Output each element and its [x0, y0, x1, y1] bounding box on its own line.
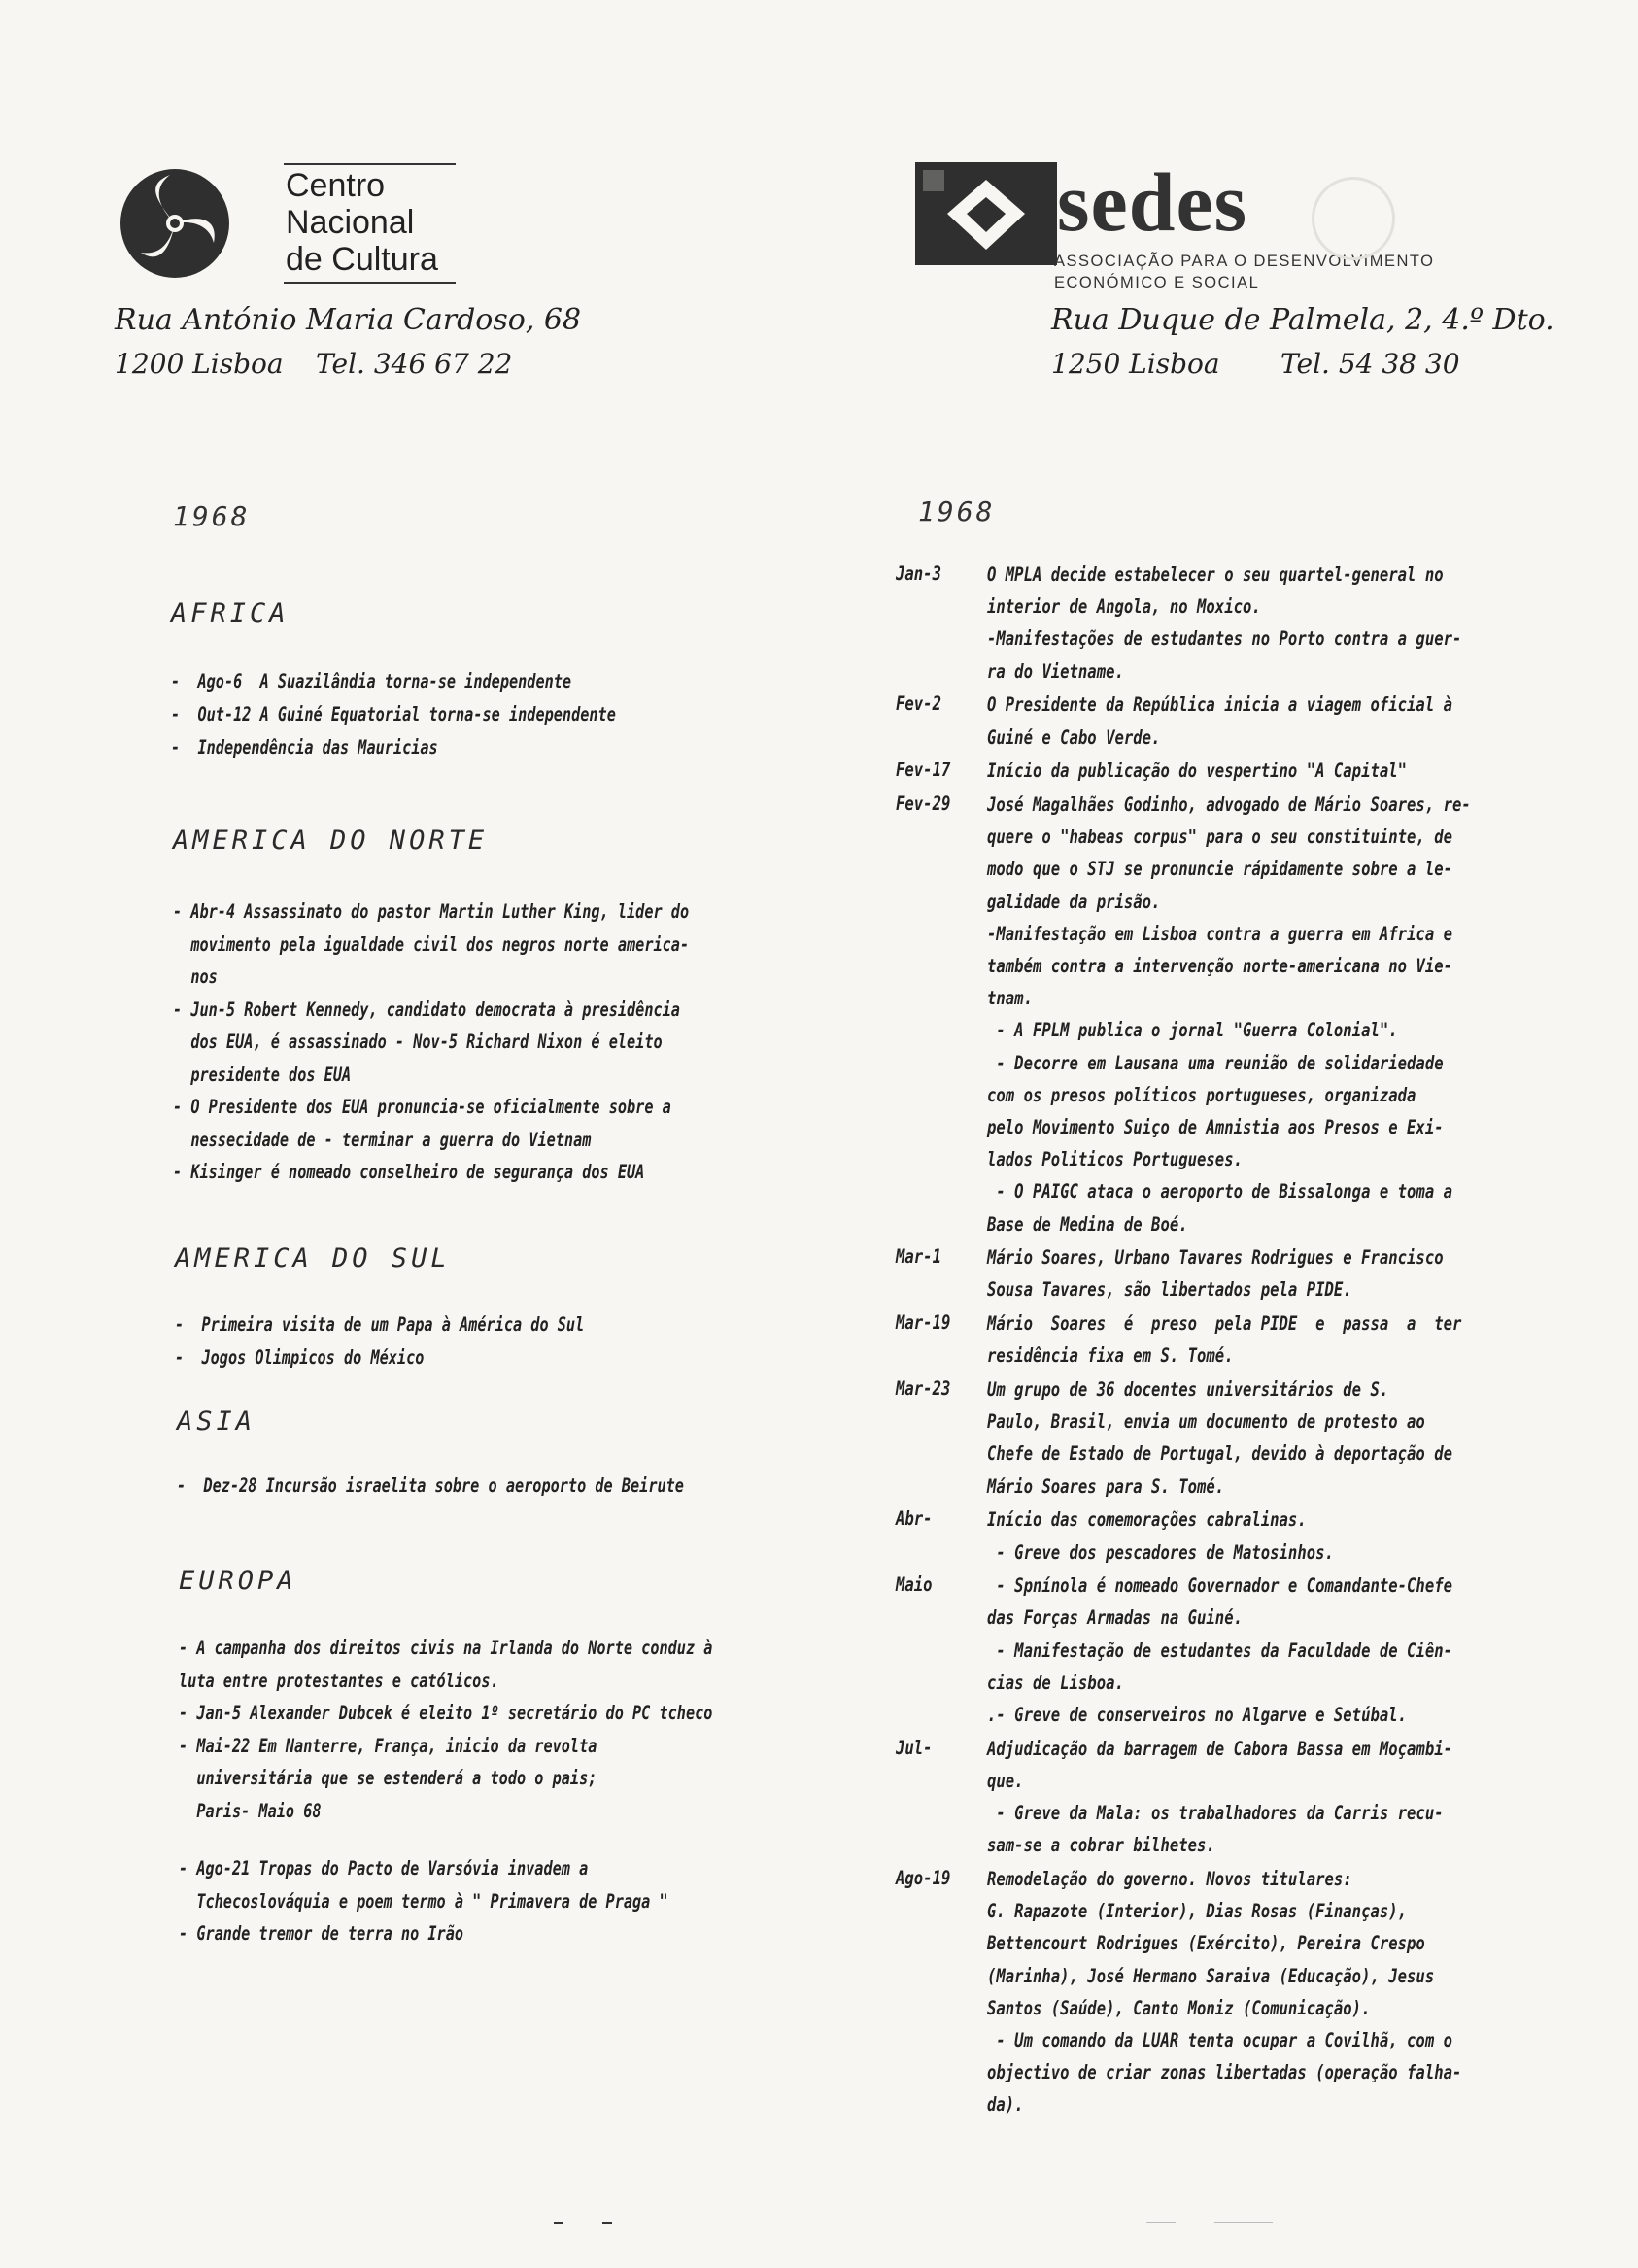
- right-entry-line: O MPLA decide estabelecer o seu quartel-general no: [987, 563, 1444, 586]
- right-entry-line: - Manifestação de estudantes da Faculdade de Ciên-: [987, 1639, 1452, 1662]
- right-entry-line: Início das comemorações cabralinas.: [987, 1508, 1307, 1532]
- cnc-phone: Tel. 346 67 22: [316, 348, 513, 380]
- left-item-line: - A campanha dos direitos civis na Irlanda do Norte conduz à: [179, 1637, 713, 1659]
- left-item-line: - Ago-21 Tropas do Pacto de Varsóvia invadem a: [179, 1857, 589, 1879]
- right-entry-line: galidade da prisão.: [987, 890, 1161, 913]
- right-entry-line: que.: [987, 1769, 1024, 1792]
- sedes-subtitle: [1054, 251, 1435, 293]
- sedes-address-street: Rua Duque de Palmela, 2, 4.º Dto.: [1051, 303, 1554, 337]
- cnc-name-line-3: de Cultura: [286, 241, 438, 278]
- right-entry-line: Adjudicação da barragem de Cabora Bassa em Moçambi-: [987, 1737, 1452, 1760]
- left-year: 1968: [173, 500, 251, 532]
- right-year: 1968: [918, 495, 996, 527]
- right-entry-date: Fev-2: [896, 693, 941, 716]
- right-entry-line: interior de Angola, no Moxico.: [987, 595, 1261, 619]
- left-item-line: - Grande tremor de terra no Irão: [179, 1922, 464, 1945]
- left-item-line: - O Presidente dos EUA pronuncia-se oficialmente sobre a: [173, 1096, 671, 1118]
- sedes-name: sedes: [1057, 155, 1248, 249]
- right-entry-date: Fev-29: [896, 792, 951, 815]
- right-entry-line: Bettencourt Rodrigues (Exército), Pereira Crespo: [987, 1932, 1425, 1955]
- right-entry-line: lados Politicos Portugueses.: [987, 1148, 1243, 1171]
- right-entry-line: Paulo, Brasil, envia um documento de protesto ao: [987, 1410, 1425, 1434]
- right-entry-line: Início da publicação do vespertino "A Capital": [987, 760, 1408, 783]
- right-entry-line: - Greve da Mala: os trabalhadores da Carris recu-: [987, 1802, 1444, 1825]
- right-entry-date: Mar-19: [896, 1311, 951, 1335]
- right-entry-line: - Decorre em Lausana uma reunião de solidariedade: [987, 1051, 1444, 1074]
- right-entry-line: G. Rapazote (Interior), Dias Rosas (Finanças),: [987, 1900, 1408, 1923]
- right-entry-date: Maio: [896, 1574, 933, 1597]
- left-item-line: - Jogos Olimpicos do México: [175, 1346, 425, 1369]
- left-item-line: movimento pela igualdade civil dos negros norte america-: [173, 932, 690, 956]
- right-entry-line: quere o "habeas corpus" para o seu constituinte, de: [987, 826, 1452, 849]
- left-item-line: - Out-12 A Guiné Equatorial torna-se independente: [171, 703, 616, 726]
- right-entry-line: -Manifestação em Lisboa contra a guerra em Africa e: [987, 922, 1452, 945]
- right-entry-line: modo que o STJ se pronuncie rápidamente sobre a le-: [987, 858, 1452, 881]
- left-section-title: AMERICA DO SUL: [175, 1243, 451, 1273]
- right-entry-date: Mar-1: [896, 1245, 941, 1269]
- cnc-name: [284, 163, 456, 284]
- right-entry-line: sam-se a cobrar bilhetes.: [987, 1834, 1215, 1857]
- sedes-logo-mark: [913, 160, 1059, 267]
- cnc-name-line-2: Nacional: [286, 204, 415, 241]
- left-item-line: - Independência das Mauricias: [171, 736, 438, 759]
- cnc-name-line-1: Centro: [286, 167, 386, 204]
- sedes-subtitle-line-2: ECONÓMICO E SOCIAL: [1054, 274, 1260, 291]
- left-item-line: - Primeira visita de um Papa à América do Sul: [175, 1313, 585, 1336]
- right-entry-line: pelo Movimento Suiço de Amnistia aos Presos e Exi-: [987, 1115, 1444, 1138]
- right-entry-date: Fev-17: [896, 759, 951, 782]
- right-entry-line: da).: [987, 2093, 1024, 2116]
- right-entry-line: O Presidente da República inicia a viagem oficial à: [987, 694, 1452, 717]
- right-entry-line: Santos (Saúde), Canto Moniz (Comunicação).: [987, 1996, 1371, 2019]
- right-entry-line: (Marinha), José Hermano Saraiva (Educação), Jesus: [987, 1964, 1435, 1987]
- sedes-address-city: 1250 Lisboa: [1051, 348, 1220, 380]
- left-item-line: - Kisinger é nomeado conselheiro de segurança dos EUA: [173, 1161, 645, 1183]
- right-entry-line: Sousa Tavares, são libertados pela PIDE.: [987, 1278, 1352, 1302]
- right-entry-line: Base de Medina de Boé.: [987, 1212, 1188, 1236]
- right-entry-line: - Um comando da LUAR tenta ocupar a Covilhã, com o: [987, 2029, 1452, 2051]
- right-entry-line: cias de Lisboa.: [987, 1671, 1124, 1694]
- left-section-title: ASIA: [177, 1406, 256, 1437]
- right-entry-date: Jan-3: [896, 562, 941, 585]
- scan-edge-marks: [369, 2215, 1341, 2234]
- right-entry-line: Guiné e Cabo Verde.: [987, 726, 1161, 749]
- left-item-line: - Mai-22 Em Nanterre, França, inicio da revolta: [179, 1734, 597, 1757]
- left-item-line: nos: [173, 965, 218, 988]
- right-entry-date: Jul-: [896, 1736, 933, 1759]
- left-item-line: Tchecoslováquia e poem termo à " Primavera de Praga ": [179, 1889, 668, 1913]
- right-entry-line: ra do Vietname.: [987, 660, 1124, 683]
- right-entry-line: Remodelação do governo. Novos titulares:: [987, 1868, 1352, 1890]
- cnc-address-street: Rua António Maria Cardoso, 68: [115, 303, 582, 337]
- right-entry-line: José Magalhães Godinho, advogado de Mário Soares, re-: [987, 793, 1471, 816]
- left-item-line: universitária que se estenderá a todo o pais;: [179, 1767, 597, 1789]
- left-item-line: nessecidade de - terminar a guerra do Vietnam: [173, 1128, 592, 1151]
- right-entry-line: - Greve dos pescadores de Matosinhos.: [987, 1540, 1334, 1564]
- right-entry-line: Mário Soares, Urbano Tavares Rodrigues e Francisco: [987, 1246, 1444, 1269]
- left-item-line: - Jun-5 Robert Kennedy, candidato democrata à presidência: [173, 998, 680, 1021]
- right-entry-line: residência fixa em S. Tomé.: [987, 1344, 1234, 1368]
- left-item-line: presidente dos EUA: [173, 1063, 352, 1086]
- right-entry-line: -Manifestações de estudantes no Porto contra a guer-: [987, 627, 1462, 651]
- right-entry-line: com os presos políticos portugueses, organizada: [987, 1083, 1416, 1106]
- cnc-logo: [117, 160, 233, 287]
- left-item-line: - Abr-4 Assassinato do pastor Martin Luther King, lider do: [173, 900, 690, 923]
- right-entry-line: também contra a intervenção norte-americana no Vie-: [987, 954, 1452, 977]
- right-entry-line: - O PAIGC ataca o aeroporto de Bissalonga e toma a: [987, 1180, 1452, 1203]
- left-item-line: - Jan-5 Alexander Dubcek é eleito 1º secretário do PC tcheco: [179, 1702, 713, 1724]
- sedes-subtitle-line-1: ASSOCIAÇÃO PARA O DESENVOLVIMENTO: [1054, 253, 1435, 270]
- right-entry-line: Mário Soares é preso pela PIDE e passa a ter: [987, 1312, 1462, 1336]
- right-entry-line: - A FPLM publica o jornal "Guerra Colonial".: [987, 1019, 1398, 1042]
- right-entry-line: Chefe de Estado de Portugal, devido à deportação de: [987, 1442, 1452, 1466]
- left-item-line: dos EUA, é assassinado - Nov-5 Richard Nixon é eleito: [173, 1031, 663, 1053]
- right-entry-line: objectivo de criar zonas libertadas (operação falha-: [987, 2061, 1462, 2084]
- left-item-line: - Dez-28 Incursão israelita sobre o aeroporto de Beirute: [177, 1474, 684, 1497]
- right-entry-line: das Forças Armadas na Guiné.: [987, 1607, 1243, 1630]
- right-entry-line: Mário Soares para S. Tomé.: [987, 1474, 1225, 1498]
- right-entry-date: Mar-23: [896, 1377, 951, 1400]
- right-entry-date: Abr-: [896, 1507, 933, 1531]
- cnc-address-city: 1200 Lisboa: [115, 348, 284, 380]
- right-entry-line: .- Greve de conserveiros no Algarve e Setúbal.: [987, 1704, 1408, 1726]
- left-section-title: AMERICA DO NORTE: [173, 826, 489, 856]
- left-section-title: AFRICA: [171, 598, 290, 628]
- faint-circle-stamp: [1312, 177, 1395, 260]
- right-entry-date: Ago-19: [896, 1867, 951, 1889]
- right-entry-line: Um grupo de 36 docentes universitários de S.: [987, 1378, 1389, 1401]
- left-item-line: luta entre protestantes e católicos.: [179, 1669, 499, 1692]
- left-section-title: EUROPA: [179, 1566, 297, 1596]
- left-item-line: - Ago-6 A Suazilândia torna-se independente: [171, 670, 572, 693]
- right-entry-line: - Spnínola é nomeado Governador e Comandante-Chefe: [987, 1574, 1452, 1598]
- right-entry-line: tnam.: [987, 987, 1033, 1010]
- sedes-phone: Tel. 54 38 30: [1280, 348, 1460, 380]
- left-item-line: Paris- Maio 68: [179, 1799, 322, 1822]
